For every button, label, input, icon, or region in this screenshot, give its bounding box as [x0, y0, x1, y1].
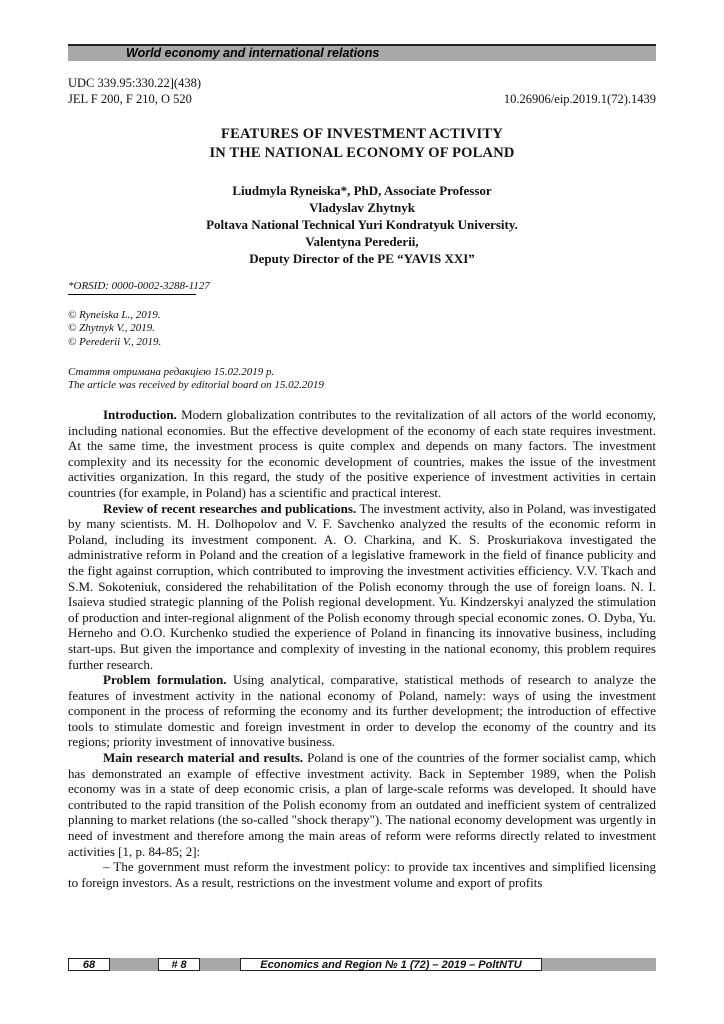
received-en: The article was received by editorial board on 15.02.2019	[68, 379, 324, 391]
received-ua: Стаття отримана редакцією 15.02.2019 р.	[68, 366, 275, 378]
paragraph-text: The investment activity, also in Poland, was investigated by many scientists. M. H. Dolhopolov and V. F. Savchenko analyzed the results of the economic reform in Poland, including its investment component. A. O. Charkina, and K. S. Proskuriakova investigated the administrative reform in Poland and the creation of a legislative framework in the field of finance publicity and the fight against corruption, which contributed to improving the investment activities efficiency. V.V. Tkach and S.M. Sokoteniuk, considered the rehabilitation of the Polish economy through the use of foreign loans. N. I. Isaieva studied strategic planning of the Polish regional development. Yu. Kindzerskyi analyzed the stimulation of production and inter-regional alignment of the Polish economy through special economic zones. O. Dyba, Yu. Herneho and O.O. Kurchenko studied the experience of Poland in financing its innovative business, including start-ups. But given the importance and complexity of investing in the national economy, this problem requires further research.	[68, 500, 656, 672]
running-footer	[68, 958, 656, 971]
paragraph-introduction	[68, 407, 656, 501]
author-line: Liudmyla Ryneiska*, PhD, Associate Professor	[232, 183, 492, 198]
paragraph-review	[68, 501, 656, 673]
footer-spacer	[200, 958, 240, 971]
paragraph-text: Using analytical, comparative, statistical methods of research to analyze the features of investment activity in the national economy of Poland, namely: ways of using the investment component in the process of reforming the economy and its further development; the introduction of effective tools to stimulate domestic and foreign investment in order to develop the economy of the country and its regions; priority investment of innovative business.	[68, 672, 657, 750]
affiliation-line: Poltava National Technical Yuri Kondratyuk University.	[206, 217, 518, 232]
author-line: Valentyna Perederii,	[305, 234, 419, 249]
section-heading: Introduction.	[103, 407, 177, 422]
udc-code: UDC 339.95:330.22](438)	[68, 76, 201, 90]
running-header	[68, 44, 656, 61]
copyright-line: © Perederii V., 2019.	[68, 336, 162, 348]
orcid: *ORSID: 0000-0002-3288-1127	[68, 280, 210, 292]
paragraph-text: Modern globalization contributes to the revitalization of all actors of the world economy, including national economies. But the effective development of the economy of each state requires investment. At the same time, the investment process is quite complex and depends on many factors. The investment complexity and its necessity for the economic development of countries, makes the issue of the investment activities organization. In this regard, the study of the positive experience of investment activities in certain countries (for example, in Poland) has a scientific and practical interest.	[68, 407, 656, 500]
page-number: 68	[68, 958, 110, 971]
copyright-line: © Zhytnyk V., 2019.	[68, 322, 155, 334]
jel-code: JEL F 200, F 210, O 520	[68, 92, 192, 106]
footer-spacer	[542, 958, 656, 971]
journal-title: Economics and Region № 1 (72) – 2019 – PoltNTU	[240, 958, 542, 971]
footer-spacer	[110, 958, 158, 971]
issue-number: # 8	[158, 958, 200, 971]
copyright-line: © Ryneiska L., 2019.	[68, 309, 161, 321]
paragraph-text: Poland is one of the countries of the former socialist camp, which has demonstrated an example of effective investment activity. Back in September 1989, when the Polish economy was in a state of deep economic crisis, a plan of large-scale reforms was developed. It should have contributed to the rapid transition of the Polish economy from an outdated and inefficient system of centralized planning to market relations (the so-called "shock therapy"). The national economy development was urgently in need of investment and therefore among the main areas of reform were reforms directly related to investment activities [1, p. 84-85; 2]:	[68, 750, 656, 859]
affiliation-line: Deputy Director of the PE “YAVIS XXI”	[249, 251, 475, 266]
article-body	[68, 407, 656, 890]
paragraph-problem	[68, 672, 656, 750]
article-title-line1: FEATURES OF INVESTMENT ACTIVITY	[221, 126, 503, 142]
section-heading: Main research material and results.	[103, 750, 304, 766]
author-line: Vladyslav Zhytnyk	[309, 200, 415, 215]
paragraph-bullet: – The government must reform the investment policy: to provide tax incentives and simplified licensing to foreign investors. As a result, restrictions on the investment volume and export of profits	[68, 859, 656, 890]
article-title-line2: IN THE NATIONAL ECONOMY OF POLAND	[209, 145, 515, 161]
section-heading: Problem formulation.	[103, 672, 227, 688]
footnote-divider	[68, 294, 196, 295]
section-title: World economy and international relations	[126, 46, 380, 60]
paragraph-main	[68, 750, 656, 859]
section-heading: Review of recent researches and publications.	[103, 500, 357, 516]
doi: 10.26906/eip.2019.1(72).1439	[503, 92, 656, 106]
